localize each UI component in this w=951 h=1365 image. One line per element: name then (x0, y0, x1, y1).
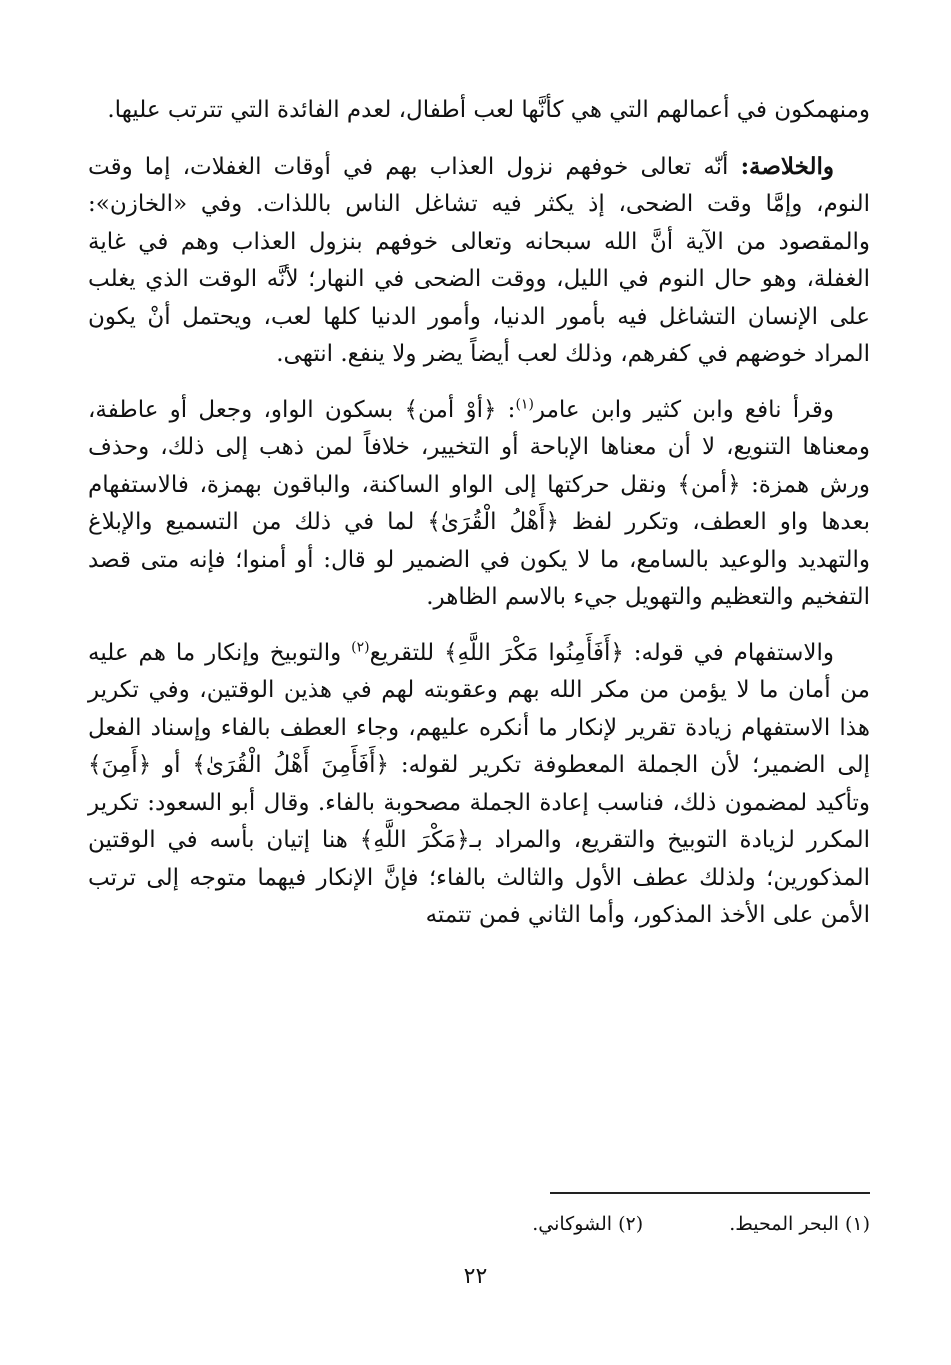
paragraph-summary (88, 148, 870, 374)
interrogative-text-end: والتوبيخ وإنكار ما هم عليه من أمان ما لا يؤمن من مكر الله بهم وعقوبته لهم في هذين الوقتين، وفي تكرير هذا الاستفهام زيادة تقرير لإنكار ما أنكره عليهم، وجاء العطف بالفاء وإسناد الفعل إلى الضمير؛ لأن الجملة المعطوفة تكرير لقوله: ﴿أَفَأَمِنَ أَهْلُ الْقُرَىٰ﴾ أو ﴿أَمِنَ﴾ وتأكيد لمضمون ذلك، فناسب إعادة الجملة مصحوبة بالفاء. وقال أبو السعود: تكرير المكرر لزيادة التوبيخ والتقريع، والمراد بـ﴿مَكْرَ اللَّهِ﴾ هنا إتيان بأسه في الوقتين المذكورين؛ ولذلك عطف الأول والثالث بالفاء؛ فإنَّ الإنكار فيهما متوجه إلى ترتب الأمن على الأخذ المذكور، وأما الثاني فمن تتمته (88, 639, 870, 928)
footnote-1: (١) البحر المحيط. (729, 1213, 870, 1235)
readings-text-start: وقرأ نافع وابن كثير وابن عامر (533, 396, 834, 423)
readings-text-end: : ﴿أوْ أمن﴾ بسكون الواو، وجعل أو عاطفة، ومعناها التنويع، لا أن معناها الإباحة أو التخيير، خلافاً لمن ذهب إلى ذلك، وحذف ورش همزة: ﴿أمن﴾ ونقل حركتها إلى الواو الساكنة، والباقون بهمزة، فالاستفهام بعدها واو العطف، وتكرر لفظ ﴿أَهْلُ الْقُرَىٰ﴾ لما في ذلك من التسميع والإبلاغ والتهديد والوعيد بالسامع، ما لا يكون في الضمير لو قال: أو أمنوا؛ فإنه متى قصد التفخيم والتعظيم والتهويل جيء بالاسم الظاهر. (88, 396, 870, 610)
summary-text: أنّه تعالى خوفهم نزول العذاب بهم في أوقات الغفلات، إما وقت النوم، وإمَّا وقت الضحى، إذ يكثر فيه تشاغل الناس باللذات. وفي «الخازن»: والمقصود من الآية أنَّ الله سبحانه وتعالى خوفهم بنزول العذاب وهم في غاية الغفلة، وهو حال النوم في الليل، ووقت الضحى في النهار؛ لأنَّه الوقت الذي يغلب على الإنسان التشاغل فيه بأمور الدنيا، وأمور الدنيا كلها لعب، ويحتمل أنْ يكون المراد خوضهم في كفرهم، وذلك لعب أيضاً يضر ولا ينفع. انتهى. (88, 153, 870, 367)
paragraph-1 (88, 92, 870, 130)
paragraph-interrogative (88, 635, 870, 935)
footnote-divider (550, 1192, 870, 1194)
footnotes (88, 1210, 870, 1238)
footnote-2: (٢) الشوكاني. (532, 1213, 644, 1235)
paragraph-readings (88, 392, 870, 617)
summary-term: والخلاصة: (740, 152, 834, 180)
main-text (88, 92, 870, 935)
footnote-ref-2: (٢) (351, 638, 370, 655)
footnote-ref-1: (١) (515, 395, 534, 412)
page-number: ٢٢ (463, 1264, 488, 1289)
paragraph-1-text: ومنهمكون في أعمالهم التي هي كأنَّها لعب أطفال، لعدم الفائدة التي تترتب عليها. (107, 97, 870, 123)
interrogative-text-start: والاستفهام في قوله: ﴿أَفَأَمِنُوا مَكْرَ اللَّهِ﴾ للتقريع (369, 639, 834, 666)
